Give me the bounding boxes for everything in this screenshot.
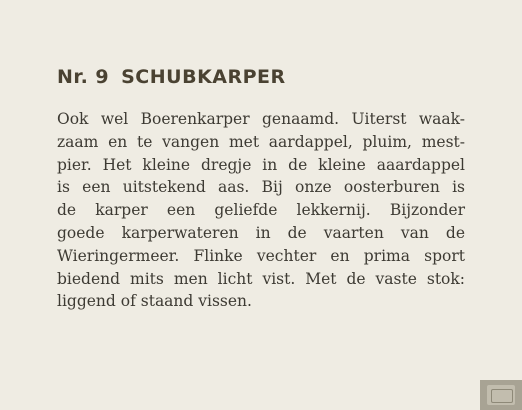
corner-badge	[480, 380, 522, 410]
text-line: is een uitstekend aas. Bij onze oosterburen is	[57, 178, 465, 197]
text-line: biedend mits men licht vist. Met de vaste stok:	[57, 269, 465, 288]
text-line: pier. Het kleine dregje in de kleine aaardappel	[57, 155, 465, 174]
text-line: liggend of staand vissen.	[57, 292, 252, 311]
text-line: Wieringermeer. Flinke vechter en prima sport	[57, 246, 465, 265]
text-line: de karper een geliefde lekkernij. Bijzonder	[57, 201, 465, 220]
badge-emblem-icon	[487, 385, 515, 405]
text-line: zaam en te vangen met aardappel, pluim, mest-	[57, 132, 465, 151]
card-heading	[57, 66, 286, 88]
text-line: Ook wel Boerenkarper genaamd. Uiterst waak-	[57, 110, 465, 128]
card-number: Nr. 9	[57, 66, 110, 88]
card-body-text	[57, 108, 465, 313]
card-title: SCHUBKARPER	[121, 66, 286, 88]
text-line: goede karperwateren in de vaarten van de	[57, 223, 465, 242]
